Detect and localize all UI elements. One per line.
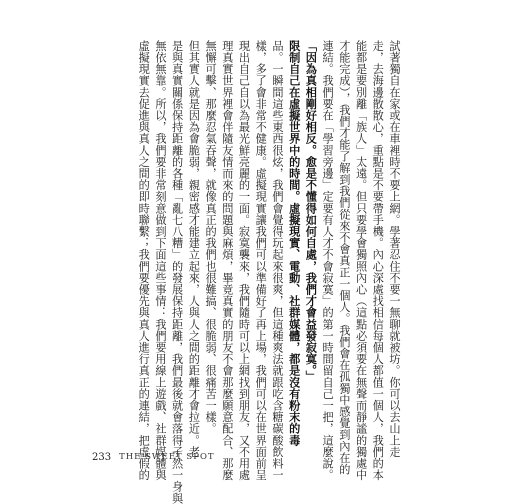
page-footer: [92, 450, 215, 464]
text-column-9: 樣，多了會非常不健康。虛擬現實讓我們可以準備好了再上場，我們可以在世界面前呈: [254, 40, 268, 481]
text-column-1: 試著獨自在家或在車裡時不要上網。學著忍住不要一無聊就被坊。你可以去山上走: [387, 40, 401, 458]
text-column-15: 無依無靠。所以，我們要非常刻意做到下面這些事情：我們要用線上遊戲、社群媒體與: [153, 40, 167, 481]
text-column-11: 理真實世界裡會伴隨友情而來的問題與麻煩，畢竟真實的朋友不會那麼願意配合、那麼: [220, 40, 234, 481]
text-column-5: 連結。我們要在「學習旁邊」定要有人才不會寂寞」的第一時間留自己一把，這麼說。: [321, 40, 335, 481]
text-column-2: 走，去海邊散散心，重點是不要帶手機。內心深處找相信每個人都值一個人，我們的本: [371, 40, 385, 481]
text-column-3: 能都是要別離「族人」太遠。但只要學會獨照內心（這點必須要在無聲而靜謐的獨處中: [354, 40, 368, 481]
page-number: 233: [92, 451, 112, 463]
text-column-8: 品。一瞬間這些東西很炫，我們會覺得玩起來很爽，但這種爽法就跟吃含糖碳酸飲料一: [270, 40, 284, 481]
text-column-13: 但其實人就是因為會脆弱，親密感才能建立起來，人與人之間的距離才會拉近。老: [187, 40, 201, 458]
text-column-12: 無懈可擊、那麼忍氣吞聲，就像真正的我們也很難搞、很脆弱、很痛苦一樣。: [204, 40, 218, 435]
text-column-4: 才能完成），我們才能了解到我們從來不會真正一個人。我們會在孤獨中感覺到內在的: [337, 40, 351, 476]
text-column-16: 虛擬現實去促進與真人之間的即時聯繫；我們要優先與真人進行真正的連結，把虛假的: [137, 40, 151, 481]
text-column-10: 現出自己自以為最光鮮亮麗的一面。寂寞襲來，我們隨時可以上網找到朋友，又不用處: [237, 40, 251, 481]
text-column-14: 是與真實關係保持距離的各種「亂七八糟」的發展保持距離，我們最後就會落得孑然一身與: [170, 40, 184, 504]
text-column-7-heading: 限制自己在虛擬世界中的時間。虛擬現實、電動、社群媒體，都是沒有粉末的毒: [287, 40, 301, 446]
text-column-6-quote: 「因為真相剛好相反。愈是不懂得如何自處，我們才會益發寂寞。」: [304, 40, 318, 383]
running-title: THE SWEET SPOT: [119, 452, 215, 462]
